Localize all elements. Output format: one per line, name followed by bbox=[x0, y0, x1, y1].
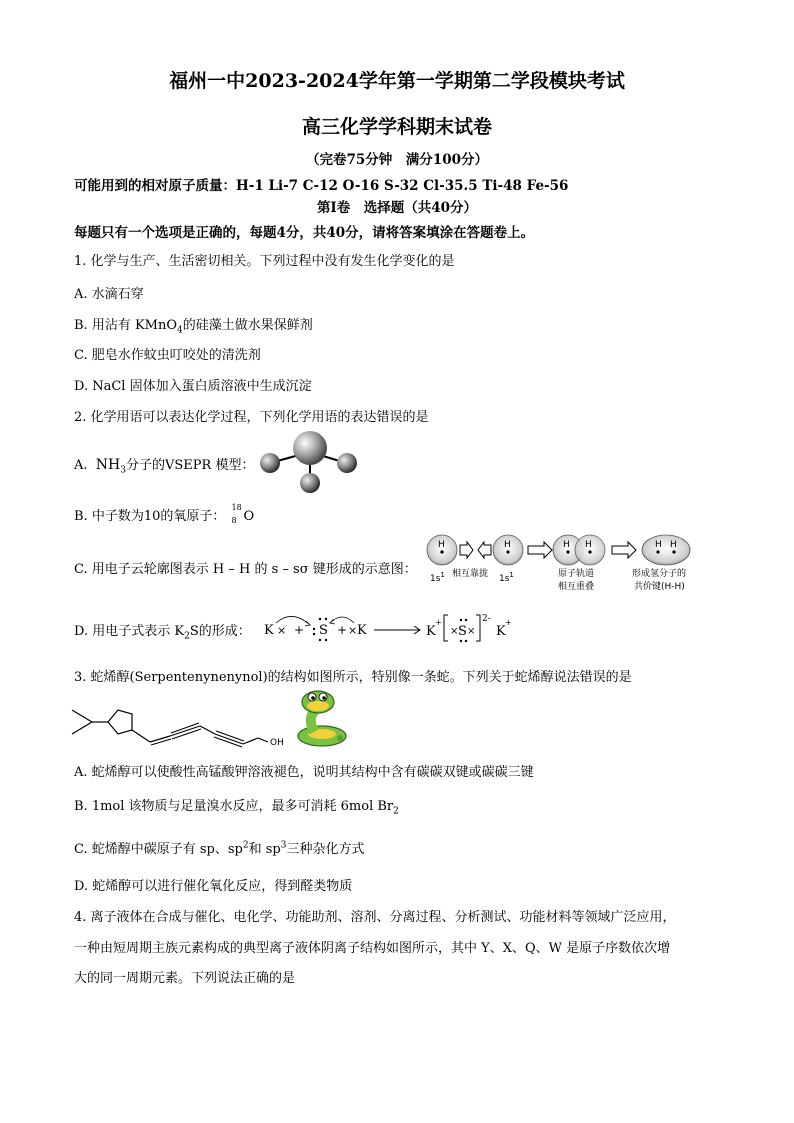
svg-text:形成氢分子的: 形成氢分子的 bbox=[632, 569, 687, 579]
central-atom-ball bbox=[293, 431, 327, 465]
svg-text:H: H bbox=[670, 540, 677, 550]
s-s-sigma-bond-figure bbox=[422, 532, 722, 598]
q4-line-1: 4. 离子液体在合成与催化、电化学、功能助剂、溶剂、分离过程、分析测试、功能材料等领域广泛应用， bbox=[74, 910, 676, 925]
serpentenynenynol-structure bbox=[70, 690, 290, 750]
exam-info: （完卷75分钟 满分100分） bbox=[306, 152, 488, 168]
svg-text:S: S bbox=[319, 623, 328, 638]
atomic-masses: 可能用到的相对原子质量：H-1 Li-7 C-12 O-16 S-32 Cl-35.5 Ti-48 Fe-56 bbox=[74, 178, 569, 194]
q4-line-3: 大的同一周期元素。下列说法正确的是 bbox=[74, 971, 296, 986]
k2s-formation-figure bbox=[262, 607, 522, 647]
svg-text:共价键(H-H): 共价键(H-H) bbox=[634, 582, 685, 592]
svg-text:相互重叠: 相互重叠 bbox=[558, 582, 595, 592]
q4-line-2: 一种由短周期主族元素构成的典型离子液体阴离子结构如图所示，其中 Y、X、Q、W 是原子序数依次增 bbox=[74, 941, 671, 956]
svg-text:×: × bbox=[348, 624, 358, 637]
svg-text:H: H bbox=[655, 540, 662, 550]
q3-option-b: B. 1mol 该物质与足量溴水反应，最多可消耗 6mol $Br_2$ bbox=[74, 799, 399, 817]
svg-text:S: S bbox=[458, 624, 467, 639]
q2-option-b: B. 中子数为10的氧原子： 18 8 O bbox=[74, 502, 255, 525]
svg-text:H: H bbox=[585, 540, 592, 550]
q1-stem: 1. 化学与生产、生活密切相关。下列过程中没有发生化学变化的是 bbox=[74, 254, 455, 269]
svg-text:相互靠拢: 相互靠拢 bbox=[452, 569, 489, 579]
svg-text:×: × bbox=[467, 626, 476, 637]
section-title: 第Ⅰ卷 选择题（共40分） bbox=[316, 200, 478, 216]
q1-option-c: C. 肥皂水作蚊虫叮咬处的清洗剂 bbox=[74, 348, 261, 363]
svg-text:H: H bbox=[563, 540, 570, 550]
svg-text:K: K bbox=[426, 624, 436, 639]
snake-cartoon-image bbox=[292, 686, 352, 750]
svg-text:K: K bbox=[496, 624, 506, 639]
svg-text:+: + bbox=[337, 623, 348, 637]
exam-title: 福州一中2023-2024学年第一学期第二学段模块考试 bbox=[169, 70, 625, 92]
q2-option-a: A. $NH_3$分子的VSEPR 模型： bbox=[74, 457, 255, 476]
q2-stem: 2. 化学用语可以表达化学过程，下列化学用语的表达错误的是 bbox=[74, 410, 429, 425]
exam-subtitle: 高三化学学科期末试卷 bbox=[301, 116, 492, 138]
q1-option-b: B. 用沾有 KMnO$_4$的硅藻土做水果保鲜剂 bbox=[74, 318, 313, 336]
svg-text:原子轨道: 原子轨道 bbox=[558, 569, 595, 579]
svg-text:H: H bbox=[504, 540, 511, 550]
q1-option-d: D. NaCl 固体加入蛋白质溶液中生成沉淀 bbox=[74, 379, 312, 394]
q2-option-d: D. 用电子式表示 $K_2S$的形成： bbox=[74, 624, 251, 642]
svg-text:K: K bbox=[357, 623, 367, 638]
svg-text:×: × bbox=[277, 624, 287, 637]
q2-option-c: C. 用电子云轮廓图表示 H – H 的 s – sσ 键形成的示意图： bbox=[74, 562, 417, 577]
svg-text:1s1: $1s^1$ bbox=[430, 571, 445, 584]
q3-option-a: A. 蛇烯醇可以使酸性高锰酸钾溶液褪色，说明其结构中含有碳碳双键或碳碳三键 bbox=[74, 765, 534, 780]
svg-text:+: + bbox=[505, 618, 512, 627]
svg-text:×: × bbox=[450, 626, 459, 637]
svg-text:+: + bbox=[294, 623, 305, 637]
svg-text:K: K bbox=[264, 623, 274, 638]
svg-text:H: H bbox=[438, 540, 445, 550]
svg-text:1s1: $1s^1$ bbox=[499, 571, 514, 584]
svg-text:OH: OH bbox=[270, 738, 284, 748]
instruction: 每题只有一个选项是正确的，每题4分，共40分，请将答案填涂在答题卷上。 bbox=[74, 225, 535, 241]
q1-option-a: A. 水滴石穿 bbox=[74, 287, 144, 302]
q3-stem: 3. 蛇烯醇(Serpentenynenynol)的结构如图所示，特别像一条蛇。下列关于蛇烯醇说法错误的是 bbox=[74, 670, 632, 685]
vsepr-model-figure bbox=[258, 428, 362, 496]
svg-text:+: + bbox=[435, 618, 442, 627]
svg-text:2-: 2- bbox=[482, 614, 491, 624]
q3-option-c: C. 蛇烯醇中碳原子有 sp、$sp^2$和 $sp^3$三种杂化方式 bbox=[74, 840, 365, 857]
q3-option-d: D. 蛇烯醇可以进行催化氧化反应，得到醛类物质 bbox=[74, 879, 353, 894]
